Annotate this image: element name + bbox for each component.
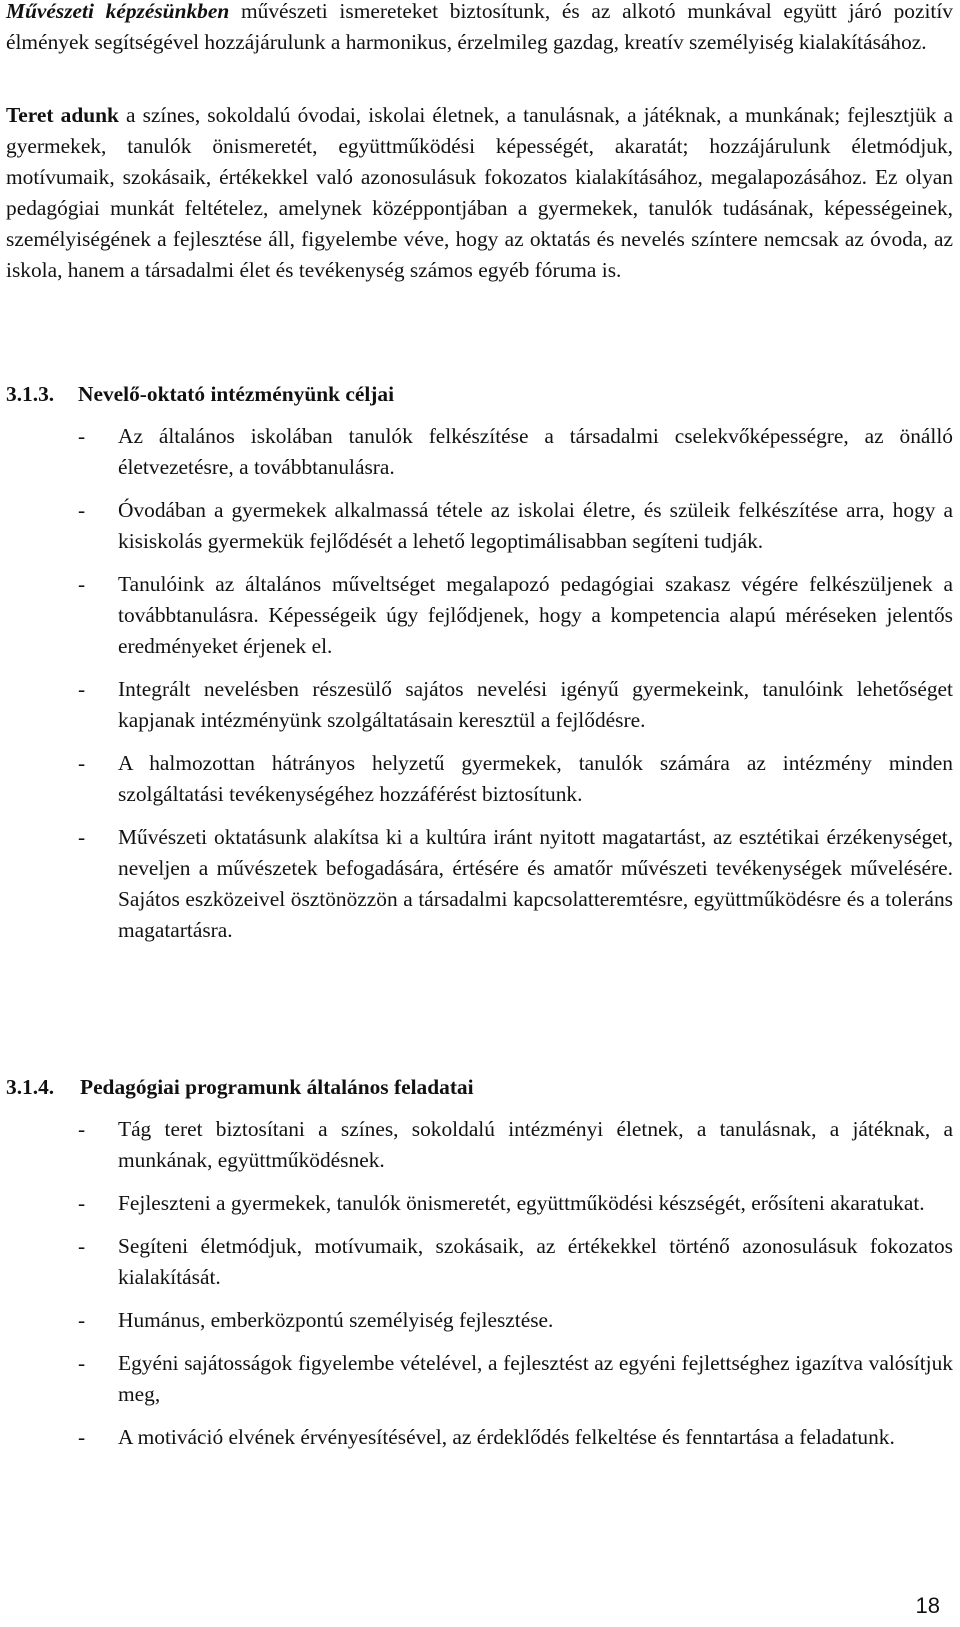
list-item <box>0 1188 955 1219</box>
list-item-text: Egyéni sajátosságok figyelembe vételével, a fejlesztést az egyéni fejlettséghez igazítva valósítjuk meg, <box>118 1351 953 1406</box>
list-item-text: A halmozottan hátrányos helyzetű gyermekek, tanulók számára az intézmény minden szolgáltatási tevékenységéhez hozzáférést biztosítunk. <box>118 751 953 806</box>
intro-paragraph-1 <box>6 0 953 58</box>
list-item <box>0 1114 955 1176</box>
dash-bullet: - <box>78 1351 86 1375</box>
section-number: 3.1.3. <box>6 382 55 406</box>
dash-bullet: - <box>78 572 86 596</box>
list-item-text: Az általános iskolában tanulók felkészítése a társadalmi cselekvőképességre, az önálló életvezetésre, a továbbtanulásra. <box>118 424 953 479</box>
intro-paragraph-2-text: a színes, sokoldalú óvodai, iskolai életnek, a tanulásnak, a játéknak, a munkának; fejlesztjük a gyermekek, tanulók önismeretét, együttműködési képességét, akaratát; hozzájárulunk életmódjuk, motívumaik, szokásaik, értékekkel való azonosulásuk fokozatos kialakításához, megalapozásához. Ez olyan pedagógiai munkát feltételez, amelynek középpontjában a gyermekek, tanulók tudásának, képességeinek, személyiségének a fejlesztése áll, figyelembe véve, hogy az oktatás és nevelés színtere nemcsak az óvoda, az iskola, hanem a társadalmi élet és tevékenység számos egyéb fóruma is. <box>6 103 953 282</box>
list-item-text: Tág teret biztosítani a színes, sokoldalú intézményi életnek, a tanulásnak, a játéknak, a munkának, együttműködésnek. <box>118 1117 953 1172</box>
section-number: 3.1.4. <box>6 1075 55 1099</box>
dash-bullet: - <box>78 1308 86 1332</box>
list-item-text: Óvodában a gyermekek alkalmassá tétele az iskolai életre, és szüleik felkészítése arra, hogy a kisiskolás gyermekük fejlődését a lehető legoptimálisabban segíteni tudják. <box>118 498 953 553</box>
tasks-list <box>0 1114 955 1465</box>
list-item <box>0 822 955 946</box>
section-title: Nevelő-oktató intézményünk céljai <box>78 382 395 406</box>
dash-bullet: - <box>78 498 86 522</box>
dash-bullet: - <box>78 677 86 701</box>
section-heading-goals <box>6 379 394 410</box>
page-number: 18 <box>915 1593 940 1618</box>
list-item-text: Humánus, emberközpontú személyiség fejlesztése. <box>118 1308 554 1332</box>
dash-bullet: - <box>78 751 86 775</box>
list-item-text: A motiváció elvének érvényesítésével, az érdeklődés felkeltése és fenntartása a feladatunk. <box>118 1425 895 1449</box>
list-item <box>0 495 955 557</box>
list-item <box>0 1348 955 1410</box>
intro-paragraph-1-emphasis: Művészeti képzésünkben <box>6 0 230 23</box>
dash-bullet: - <box>78 1117 86 1141</box>
dash-bullet: - <box>78 424 86 448</box>
dash-bullet: - <box>78 1425 86 1449</box>
dash-bullet: - <box>78 825 86 849</box>
list-item <box>0 748 955 810</box>
list-item-text: Integrált nevelésben részesülő sajátos nevelési igényű gyermekeink, tanulóink lehetőséget kapjanak intézményünk szolgáltatásain keresztül a fejlődésre. <box>118 677 953 732</box>
intro-paragraph-1-text: művészeti ismereteket biztosítunk, és az alkotó munkával együtt járó pozitív élmények segítségével hozzájárulunk a harmonikus, érzelmileg gazdag, kreatív személyiség kialakításához. <box>6 0 953 54</box>
goals-list <box>0 421 955 958</box>
list-item-text: Művészeti oktatásunk alakítsa ki a kultúra iránt nyitott magatartást, az esztétikai érzékenységet, neveljen a művészetek befogadására, értésére és amatőr művészeti tevékenységek művelésére. Sajátos eszközeivel ösztönözzön a társadalmi kapcsolatteremtésre, együttműködésre és a toleráns magatartásra. <box>118 825 953 942</box>
intro-paragraph-2 <box>6 100 953 286</box>
section-heading-tasks <box>6 1072 474 1103</box>
dash-bullet: - <box>78 1191 86 1215</box>
section-title: Pedagógiai programunk általános feladatai <box>80 1075 474 1099</box>
list-item-text: Fejleszteni a gyermekek, tanulók önismeretét, együttműködési készségét, erősíteni akaratukat. <box>118 1191 925 1215</box>
list-item <box>0 1231 955 1293</box>
list-item <box>0 1305 955 1336</box>
list-item-text: Tanulóink az általános műveltséget megalapozó pedagógiai szakasz végére felkészüljenek a továbbtanulásra. Képességeik úgy fejlődjenek, hogy a kompetencia alapú méréseken jelentős eredményeket érjenek el. <box>118 572 953 658</box>
list-item <box>0 569 955 662</box>
dash-bullet: - <box>78 1234 86 1258</box>
list-item-text: Segíteni életmódjuk, motívumaik, szokásaik, az értékekkel történő azonosulásuk fokozatos kialakítását. <box>118 1234 953 1289</box>
list-item <box>0 421 955 483</box>
intro-paragraph-2-bold: Teret adunk <box>6 103 119 127</box>
list-item <box>0 674 955 736</box>
list-item <box>0 1422 955 1453</box>
